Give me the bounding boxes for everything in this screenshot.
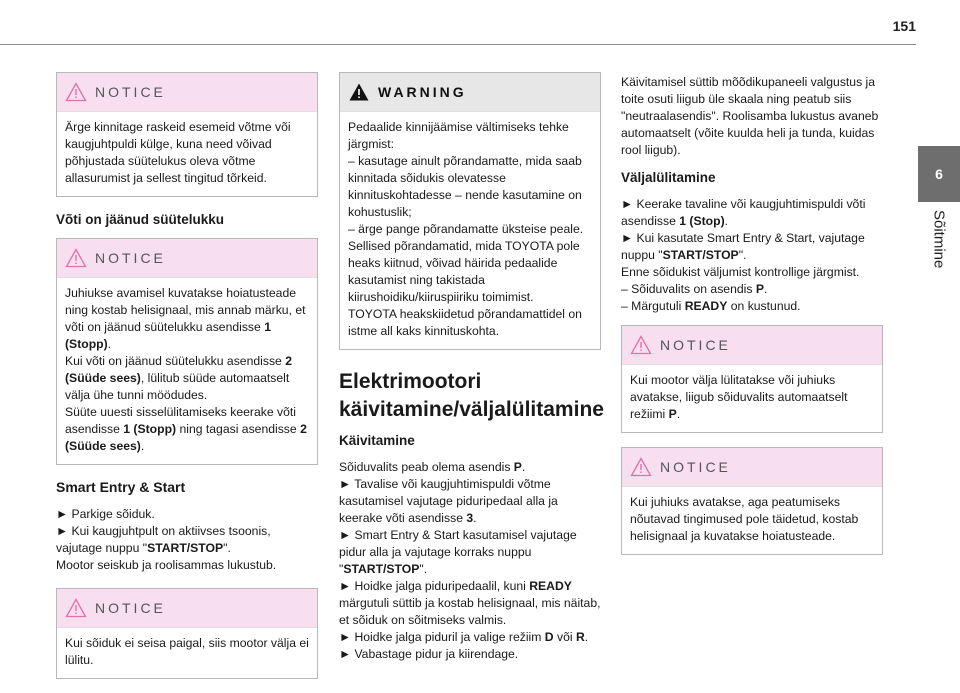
notice-text: Ärge kinnitage raskeid esemeid võtme või kaugjuhtpuldi külge, kuna need võivad põhjustada süütelukus oleva võtme allasurumist ja sellest tingitud tõrkeid. — [65, 120, 291, 185]
notice-line: Kui mootor välja lülitatakse või juhiuks avatakse, liigub sõiduvalits automaatselt režiimi P. — [630, 373, 848, 421]
notice-triangle-icon — [65, 598, 87, 618]
notice-title: NOTICE — [660, 458, 731, 475]
paragraph: Käivitamisel süttib mõõdikupaneeli valgustus ja toite osuti liigub üle skaala ning peatub siis "neutraalasendis". Roolisamba lukustus avaneb automaatselt (võite kuulda heli ja tunda, kuidas rool liigub). — [621, 75, 879, 157]
warning-line: TOYOTA heakskiidetud põrandamattidel on istme all kaks kinnituskohta. — [348, 307, 582, 338]
notice-line: Kui võti on jäänud süütelukku asendisse 2 (Süüde sees), lülitub süüde automaatselt välja ühe tunni möödudes. — [65, 354, 292, 402]
column-3 — [621, 74, 883, 569]
warning-triangle-icon — [348, 82, 370, 102]
section-heading: Smart Entry & Start — [56, 479, 186, 495]
notice-title: NOTICE — [95, 599, 166, 616]
notice-header — [57, 239, 317, 278]
notice-text: Kui sõiduk ei seisa paigal, siis mootor välja ei lülitu. — [65, 636, 309, 667]
notice-triangle-icon — [630, 335, 652, 355]
notice-title: NOTICE — [95, 249, 166, 266]
warning-header — [340, 73, 600, 112]
notice-header — [622, 326, 882, 365]
paragraph: Sõiduvalits peab olema asendis P. ► Tavalise või kaugjuhtimispuldi võtme kasutamisel vajutage piduripedaal alla ja keerake võti asendisse 3. ► Smart Entry & Start kasutamisel vajutage pidur alla ja vajutage korraks nuppu "START/STOP". ► Hoidke jalga piduripedaalil, kuni READY märgutuli süttib ja kostab helisignaal, mis näitab, et sõiduk on sõitmiseks valmis. ► Hoidke jalga piduril ja valige režiim D või R. ► Vabastage pidur ja kiirendage. — [339, 460, 601, 661]
column-2 — [339, 72, 604, 673]
page-number: 151 — [892, 18, 916, 34]
warning-box — [339, 72, 601, 350]
column-1 — [56, 72, 318, 693]
warning-line: Pedaalide kinnijäämise vältimiseks tehke järgmist: — [348, 120, 569, 151]
section-heading: Väljalülitamine — [621, 170, 716, 185]
notice-box — [56, 238, 318, 465]
warning-title: WARNING — [378, 83, 467, 100]
chapter-tab[interactable]: 6 — [918, 146, 960, 202]
paragraph: ► Parkige sõiduk. ► Kui kaugjuhtpult on aktiivses tsoonis, vajutage nuppu "START/STOP". Mootor seiskub ja roolisammas lukustub. — [56, 507, 277, 572]
notice-box — [621, 447, 883, 555]
section-heading: Võti on jäänud süütelukku — [56, 212, 225, 227]
notice-title: NOTICE — [660, 336, 731, 353]
section-heading: Käivitamine — [339, 433, 415, 448]
warning-line: Sellised põrandamatid, mida TOYOTA pole heaks kiitnud, võivad häirida pedaalide kasutamist ning takistada kiirushoidiku/kiiruspiiriku toimimist. — [348, 239, 580, 304]
notice-line: Süüte uuesti sisselülitamiseks keerake võti asendisse 1 (Stopp) ning tagasi asendisse 2 (Süüde sees). — [65, 405, 307, 453]
paragraph: ► Keerake tavaline või kaugjuhtimispuldi võti asendisse 1 (Stop). ► Kui kasutate Smart Entry & Start, vajutage nuppu "START/STOP". Enne sõidukist väljumist kontrollige järgmist. – Sõiduvalits on asendis P. – Märgutuli READY on kustunud. — [621, 197, 866, 313]
notice-header — [57, 589, 317, 628]
warning-line: – ärge pange põrandamatte üksteise peale. — [348, 222, 584, 236]
notice-line: Juhiukse avamisel kuvatakse hoiatusteade ning kostab helisignaal, mis annab märku, et võti on jäänud süütelukku asendisse 1 (Stopp). — [65, 286, 306, 351]
notice-box — [621, 325, 883, 433]
notice-triangle-icon — [65, 248, 87, 268]
notice-triangle-icon — [630, 457, 652, 477]
notice-header — [57, 73, 317, 112]
notice-box — [56, 72, 318, 197]
notice-text: Kui juhiuks avatakse, aga peatumiseks nõutavad tingimused pole täidetud, kostab helisignaal ja kuvatakse hoiatusteade. — [630, 495, 859, 543]
notice-box — [56, 588, 318, 679]
notice-header — [622, 448, 882, 487]
header-divider — [0, 44, 916, 45]
chapter-title: Sõitmine — [930, 210, 948, 269]
section-title: Elektrimootori käivitamine/väljalülitamine — [339, 370, 604, 421]
warning-line: – kasutage ainult põrandamatte, mida saab kinnitada sõidukis olevatesse kinnituskohtadesse – nende kasutamine on kohustuslik; — [348, 154, 582, 219]
notice-triangle-icon — [65, 82, 87, 102]
notice-title: NOTICE — [95, 83, 166, 100]
